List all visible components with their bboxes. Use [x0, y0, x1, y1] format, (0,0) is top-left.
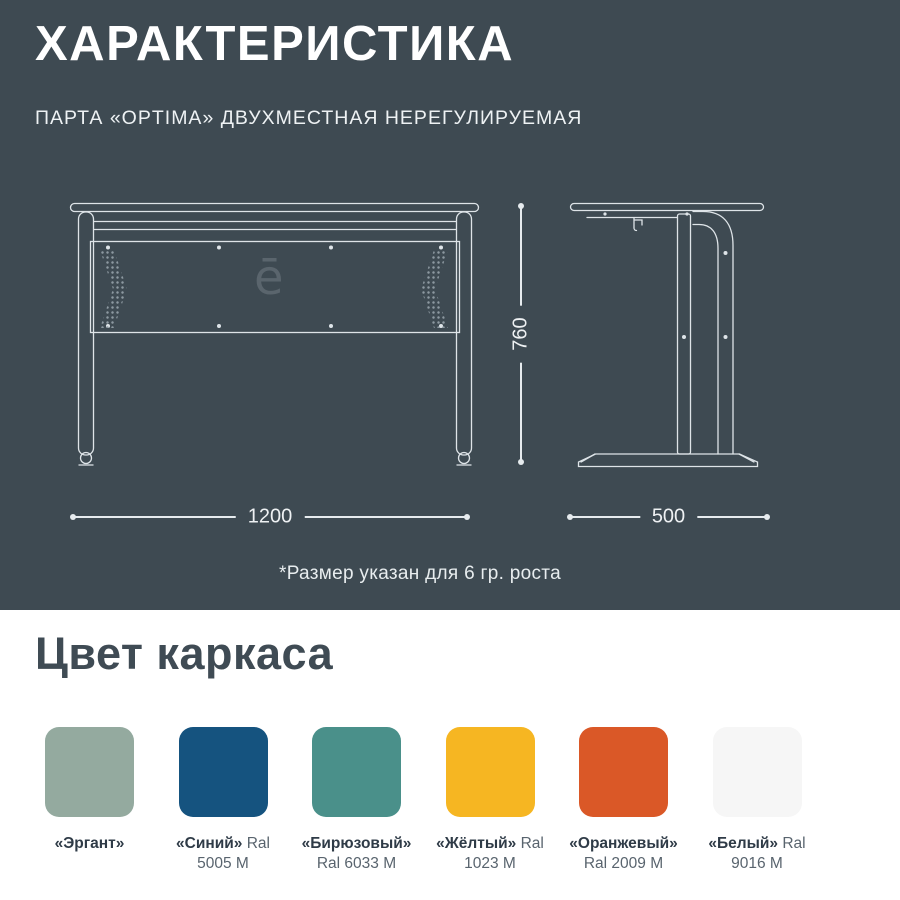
height-dimension-line [509, 205, 532, 463]
color-chip [579, 727, 668, 817]
frame-color-section [0, 610, 900, 900]
desk-front-view-drawing [65, 198, 485, 470]
depth-dimension-value: 500 [640, 506, 697, 529]
swatch-ergant [45, 727, 134, 887]
swatch-label: «Жёлтый» Ral 1023 M [436, 835, 544, 872]
width-dimension-value: 1200 [236, 506, 305, 529]
swatch-label: «Белый» Ral 9016 M [708, 835, 806, 872]
swatch-oranzhevy [569, 727, 678, 887]
color-chip [45, 727, 134, 817]
swatch-label: «Эргант» [54, 835, 125, 852]
brand-logo-icon: ē [254, 250, 284, 306]
width-dimension-line [72, 505, 468, 528]
frame-color-title: Цвет каркаса [35, 628, 334, 679]
desk-side-view-drawing [565, 198, 770, 470]
swatch-biryuzovy [301, 727, 412, 887]
swatch-siniy [176, 727, 270, 887]
swatch-label: «Синий» Ral 5005 M [176, 835, 270, 872]
color-chip [446, 727, 535, 817]
depth-dimension-line [569, 505, 768, 528]
swatch-zhyolty [436, 727, 544, 887]
color-chip [713, 727, 802, 817]
color-chip [312, 727, 401, 817]
section-title: ХАРАКТЕРИСТИКА [35, 17, 515, 71]
height-dimension-value: 760 [510, 305, 533, 362]
product-subtitle: ПАРТА «OPTIMA» ДВУХМЕСТНАЯ НЕРЕГУЛИРУЕМАЯ [35, 107, 583, 129]
swatch-bely [708, 727, 806, 887]
swatch-label: «Оранжевый» Ral 2009 M [569, 835, 678, 872]
color-chip [179, 727, 268, 817]
color-swatch-row [45, 727, 806, 887]
swatch-label: «Бирюзовый» Ral 6033 M [301, 835, 412, 872]
size-footnote: *Размер указан для 6 гр. роста [279, 563, 561, 584]
